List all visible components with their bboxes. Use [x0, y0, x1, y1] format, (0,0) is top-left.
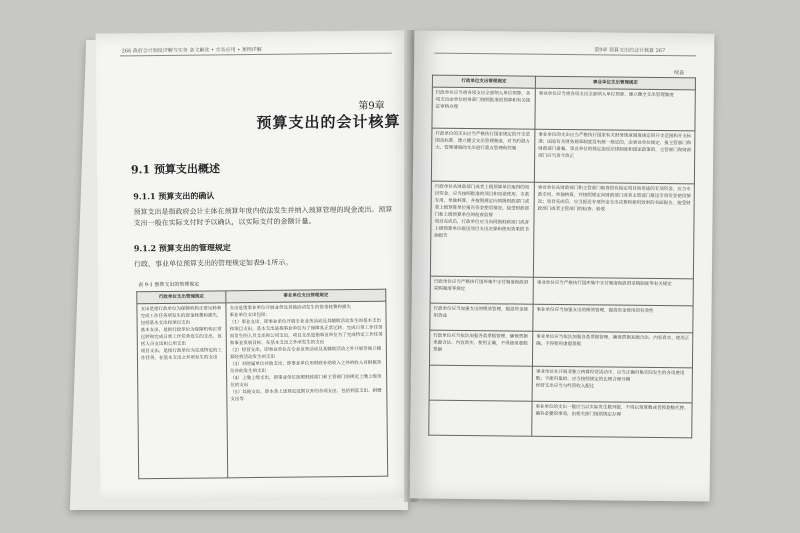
- table-cell: 支出是指行政单位为保障机构正常运转和完成工作任务所发生的资金耗费和损失，包括基本支出和项目支出 基本支出，是指行政单位为保障机构正常运转和完成日常工作任务发生的支出，包括人员支出和公用支出 项目支出，是指行政单位为完成特定的工作任务，在基本支出之外所发生的支出: [137, 303, 228, 479]
- table-header-cell: 行政单位支出管理规定: [432, 75, 535, 88]
- continued-label: 续表: [673, 70, 685, 77]
- table-cell: 事业单位应当依法加强各类票据管理，确保票据来源合法、内容真实、使用正确，不得使用虚假票据: [532, 331, 692, 368]
- table-row: [137, 301, 388, 479]
- right-page: [410, 30, 715, 501]
- table-header-cell: 事业单位支出管理规定: [535, 76, 695, 90]
- table-header-cell: 行政单位支出管理规定: [137, 291, 226, 304]
- paragraph-2: 行政、事业单位预算支出的管理规定如表9-1所示。: [133, 258, 293, 269]
- table-cell: 事业单位从财政部门和主管部门取得的有指定项目和用途的专项资金，应当专款专用、单独核算，并按照规定向财政部门或者主管部门报送专项资金使用情况；项目完成后，应当报送专项资金支出决算和使用效果的书面报告，接受财政部门或者主管部门的检查、验收: [533, 182, 694, 279]
- table-row: [432, 87, 695, 131]
- table-row: [429, 365, 692, 403]
- table-cell: 行政单位应当依法加强各类票据管理，确保票据来源合法、内容真实、使用正确，不得使用虚假票据: [429, 330, 532, 366]
- table-cell: 事业单位在开展非独立核算经营活动中，应当正确归集实际发生的各项费用数；不能归集的，应当按照规定的比例合理分摊 经营支出应当与经营收入配比: [532, 366, 692, 403]
- table-cell: 事业单位应当严格执行国库集中支付制度和政府采购制度等有关规定: [533, 277, 693, 306]
- table-caption: 表 9-1 预算支出的管理规定: [138, 281, 200, 289]
- left-page: [96, 30, 419, 501]
- expenditure-rules-table: [136, 289, 388, 480]
- table-cell: [429, 400, 532, 436]
- table-cell: 行政单位应当将各项支出全部纳入单位预算，各项支出由单位财务部门按照批准的预算和有关规定审核办理: [432, 87, 535, 129]
- subsection-title-1: 9.1.1 预算支出的确认: [133, 190, 215, 202]
- chapter-number: 第9章: [358, 100, 385, 112]
- table-cell: 事业单位应当将各项支出全部纳入单位预算，建立健全支出管理制度: [535, 88, 695, 131]
- table-row: [429, 400, 692, 438]
- table-row: [431, 128, 695, 184]
- subsection-title-2: 9.1.2 预算支出的管理规定: [133, 242, 231, 254]
- table-cell: 行政单位从财政部门或者上级预算单位取得的项目资金，应当按照批准的项目和用途使用，专款专用、单独核算，并按照规定向同级财政部门或者上级预算单位报告资金使用情况，接受财政部门和上级预算单位的检查监督 项目完成后，行政单位应当向同级财政部门或者上级预算单位报送项目支出决算和使用效果的书面报告: [430, 181, 534, 277]
- table-cell: 事业单位应当加强支出的绩效管理，提高资金使用的有效性: [533, 304, 693, 333]
- continued-table: [428, 75, 696, 439]
- table-cell: 事业单位的支出一般应当以实际发生数列报，不得以预算数或者拨款数代替。确有必要的事项，由相关部门按照规定办理: [532, 401, 692, 438]
- table-cell: 行政单位应当加强支出的绩效管理，提高资金使用效益: [430, 303, 533, 331]
- table-cell: 支出是指事业单位开展业务及其他活动发生的资金耗费和损失 事业单位支出包括： （1）事业支出，即事业单位开展专业业务活动及其辅助活动发生的基本支出和项目支出。基本支出是指事业单位为了保障其正常运转、完成日常工作任务而发生的人员支出和公用支出，项目支出是指事业单位为了完成特定工作任务和事业发展目标，在基本支出之外所发生的支出 （2）经营支出，即事业单位在专业业务活动及其辅助活动之外开展非独立核算经营活动发生的支出 （3）对附属单位补助支出，即事业单位用财政补助收入之外的收入对附属单位补助发生的支出 （4）上缴上级支出，即事业单位按照财政部门和主管部门的规定上缴上级单位的支出 （5）其他支出，即本条上述规定范围以外的各项支出，包括利息支出、捐赠支出等: [226, 301, 388, 478]
- table-row: [430, 303, 693, 333]
- chapter-title: 预算支出的会计核算: [256, 112, 401, 132]
- table-cell: 事业单位的支出应当严格执行国家有关财务规章制度规定的开支范围和开支标准；国家有关财务规章制度没有统一规定的，由事业单位规定，报主管部门和财政部门备案。事业单位的规定违反法律制度和国家政策的，主管部门和财政部门应当责令改正: [534, 129, 695, 184]
- table-row: [429, 330, 692, 368]
- section-title: 9.1 预算支出概述: [130, 162, 221, 177]
- left-running-head: 266 政府会计制度详解与实务 条文解读 • 实务应用 • 案例详解: [121, 46, 262, 55]
- table-cell: 行政单位应当严格执行国库集中支付制度和政府采购制度等规定: [430, 276, 533, 304]
- table-header-cell: 事业单位支出管理规定: [226, 289, 386, 303]
- table-cell: 行政单位的支出应当严格执行国家规定的开支范围及标准，建立健全支出管理制度，对节约潜力大、管理薄弱的支出进行重点管理和控制: [431, 128, 535, 182]
- table-row: [430, 276, 693, 306]
- table-cell: [429, 365, 532, 401]
- table-row: [430, 181, 694, 279]
- right-running-head: 第9章 预算支出的会计核算 267: [594, 47, 666, 55]
- paragraph-1: 预算支出是指政府会计主体在预算年度内依法发生并纳入预算管理的现金流出。预算支出一般在实际支付时予以确认，以实际支付的金额计量。: [133, 205, 393, 228]
